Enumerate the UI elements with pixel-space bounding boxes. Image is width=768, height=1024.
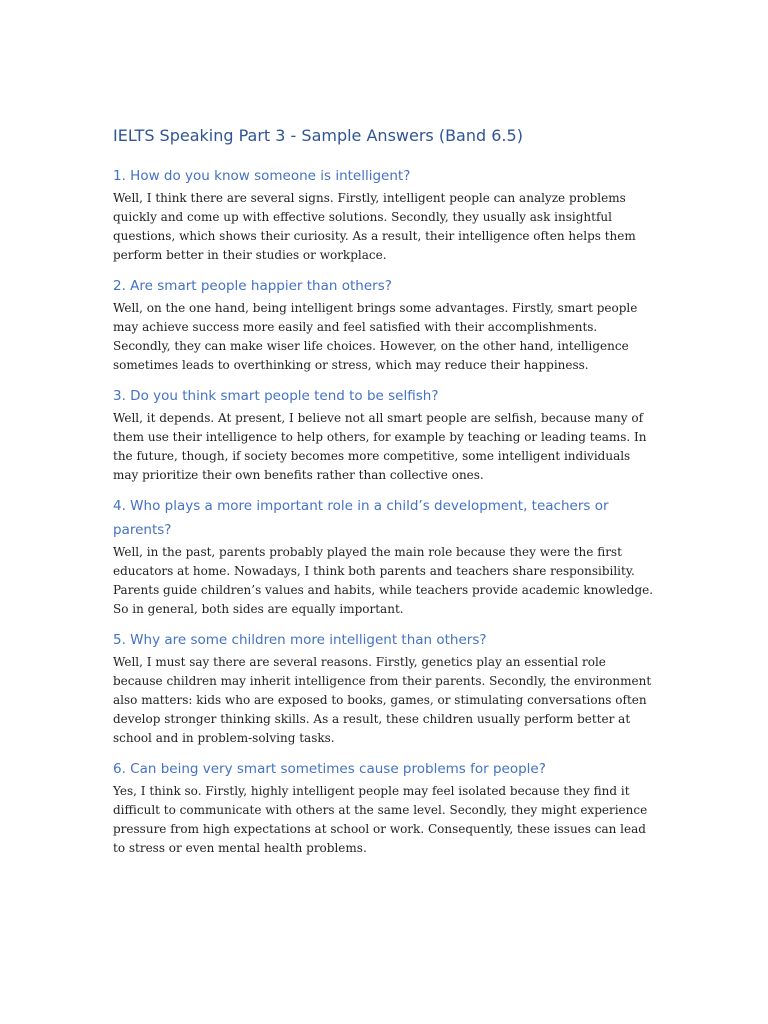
answer-paragraph: Well, it depends. At present, I believe not all smart people are selfish, because many of them use their intelligence to help others, for example by teaching or leading teams. In the future, though, if society becomes more competitive, some intelligent individuals may prioritize their own benefits rather than collective ones.: [113, 411, 647, 482]
question-heading: 1. How do you know someone is intelligent?: [113, 168, 411, 184]
answer-paragraph: Well, I must say there are several reasons. Firstly, genetics play an essential role because children may inherit intelligence from their parents. Secondly, the environment also matters: kids who are exposed to books, games, or stimulating conversations often develop stronger thinking skills. As a result, these children usually perform better at school and in problem-solving tasks.: [113, 655, 652, 745]
qa-section-5: [113, 628, 658, 748]
qa-section-1: [113, 164, 658, 265]
qa-section-6: [113, 757, 658, 858]
answer-paragraph: Well, on the one hand, being intelligent brings some advantages. Firstly, smart people may achieve success more easily and feel satisfied with their accomplishments. Secondly, they can make wiser life choices. However, on the other hand, intelligence sometimes leads to overthinking or stress, which may reduce their happiness.: [113, 301, 638, 372]
document-title: IELTS Speaking Part 3 - Sample Answers (Band 6.5): [113, 126, 523, 145]
document-page: [113, 124, 658, 867]
answer-paragraph: Well, in the past, parents probably played the main role because they were the first educators at home. Nowadays, I think both parents and teachers share responsibility. Parents guide children’s values and habits, while teachers provide academic knowledge. So in general, both sides are equally important.: [113, 545, 654, 616]
question-heading: 3. Do you think smart people tend to be selfish?: [113, 388, 439, 404]
qa-section-2: [113, 274, 658, 375]
qa-section-4: [113, 494, 658, 619]
answer-paragraph: Yes, I think so. Firstly, highly intelligent people may feel isolated because they find it difficult to communicate with others at the same level. Secondly, they might experience pressure from high expectations at school or work. Consequently, these issues can lead to stress or even mental health problems.: [113, 784, 648, 855]
question-heading: 4. Who plays a more important role in a child’s development, teachers or parents?: [113, 498, 609, 538]
question-heading: 5. Why are some children more intelligent than others?: [113, 632, 487, 648]
answer-paragraph: Well, I think there are several signs. Firstly, intelligent people can analyze problems quickly and come up with effective solutions. Secondly, they usually ask insightful questions, which shows their curiosity. As a result, their intelligence often helps them perform better in their studies or workplace.: [113, 191, 636, 262]
question-heading: 2. Are smart people happier than others?: [113, 278, 392, 294]
question-heading: 6. Can being very smart sometimes cause problems for people?: [113, 761, 546, 777]
qa-section-3: [113, 384, 658, 485]
